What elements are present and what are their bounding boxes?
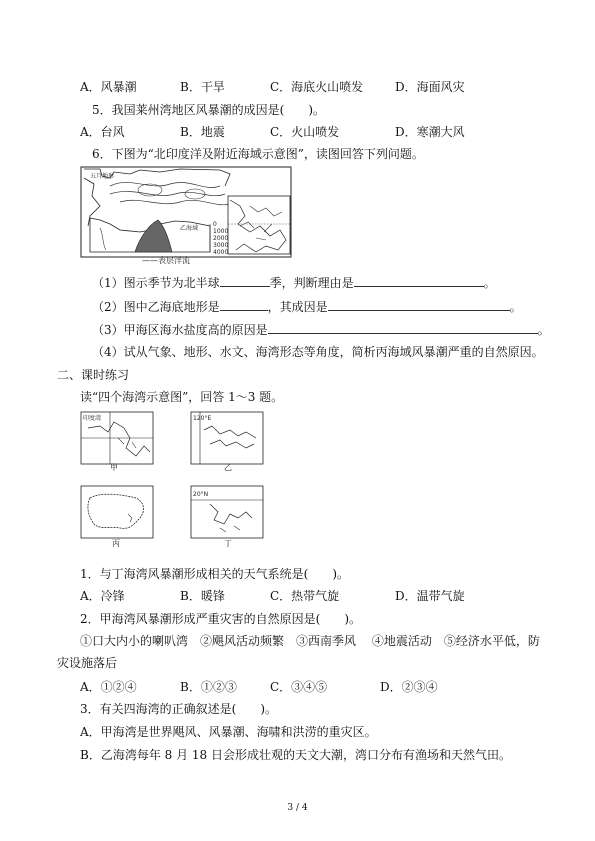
answer-blank-landform[interactable]: [220, 299, 268, 311]
depth-3000: 3000: [213, 242, 229, 249]
s2-q2-option-c: C．③④⑤: [270, 680, 328, 694]
answer-blank-cause[interactable]: [328, 299, 510, 311]
question-5-stem: 5．我国莱州湾地区风暴潮的成因是( )。: [92, 103, 325, 117]
bay-yi-label: 120°E: [193, 415, 212, 422]
q6-sub3-end: 。: [537, 323, 550, 337]
q5-option-d: D．寒潮大风: [395, 125, 465, 139]
s2-q2-option-a: A．①②④: [80, 680, 137, 694]
bay-jia-label: 印度湾: [83, 415, 102, 422]
depth-2000: 2000: [213, 235, 229, 242]
map-top-label: 五月地形: [90, 173, 115, 180]
q6-sub1: [92, 275, 496, 290]
bay-ding-caption: 丁: [224, 539, 232, 548]
answer-blank-season[interactable]: [220, 275, 270, 287]
option-c: C．海底火山喷发: [270, 80, 364, 94]
map-caption: ——表层洋流: [142, 256, 190, 265]
bay-jia-caption: 甲: [110, 463, 118, 472]
bay-ding-label: 20°N: [193, 491, 209, 498]
s2-question-2-stem: 2．甲海湾风暴潮形成严重灾害的自然原因是( )。: [80, 612, 362, 626]
section-2-title: 二、课时练习: [57, 368, 130, 382]
q5-option-c: C．火山喷发: [270, 125, 340, 139]
bay-map-ding: [190, 484, 265, 546]
s2-q1-option-d: D．温带气旋: [395, 589, 465, 603]
bay-yi-caption: 乙: [224, 463, 232, 472]
bay-map-yi: [190, 408, 265, 470]
s2-q2-choices-line1: ①口大内小的喇叭湾 ②飓风活动频繁 ③西南季风 ④地震活动 ⑤经济水平低，防: [80, 634, 540, 648]
seafloor-label: 乙海域: [180, 225, 199, 232]
q6-sub2-text-a: （2）图中乙海底地形是: [92, 300, 220, 314]
q6-sub1-text-b: 季，判断理由是: [269, 276, 354, 290]
s2-q2-option-d: D．②③④: [380, 680, 438, 694]
q6-sub2-text-b: ，其成因是: [267, 300, 328, 314]
depth-1000: 1000: [213, 228, 229, 235]
s2-question-1-stem: 1．与丁海湾风暴潮形成相关的天气系统是( )。: [80, 567, 349, 581]
option-d: D．海面风灾: [395, 80, 465, 94]
q5-option-a: A．台风: [80, 125, 125, 139]
q6-sub2-end: 。: [509, 300, 522, 314]
s2-q3-option-a: A．甲海湾是世界飓风、风暴潮、海啸和洪涝的重灾区。: [80, 725, 377, 739]
q6-sub3: [92, 322, 550, 337]
answer-blank-reason[interactable]: [354, 275, 484, 287]
option-a: A．风暴潮: [80, 80, 137, 94]
s2-q3-option-b: B．乙海湾每年 8 月 18 日会形成壮观的天文大潮，湾口分布有渔场和天然气田。: [80, 748, 511, 762]
q5-option-b: B．地震: [180, 125, 225, 139]
s2-q2-option-b: B．①②③: [180, 680, 237, 694]
bay-map-bing: [80, 484, 155, 546]
q6-sub1-end: 。: [483, 276, 496, 290]
s2-question-3-stem: 3．有关四海湾的正确叙述是( )。: [80, 702, 277, 716]
q6-sub1-text-a: （1）图示季节为北半球: [92, 276, 220, 290]
q6-sub2: [92, 299, 522, 314]
s2-q2-choices-line2: 灾设施落后: [57, 656, 118, 670]
s2-q1-option-b: B．暖锋: [180, 589, 225, 603]
north-indian-ocean-map: [80, 166, 292, 265]
depth-4000: 4000: [213, 249, 229, 256]
answer-blank-salinity[interactable]: [268, 322, 538, 334]
question-6-stem: 6．下图为“北印度洋及附近海域示意图”，读图回答下列问题。: [92, 147, 424, 161]
option-b: B．干旱: [180, 80, 225, 94]
page-number: 3 / 4: [287, 803, 308, 813]
s2-q1-option-c: C．热带气旋: [270, 589, 340, 603]
bay-map-jia: [80, 408, 155, 470]
section-2-intro: 读“四个海湾示意图”，回答 1～3 题。: [80, 390, 284, 404]
q6-sub3-text: （3）甲海区海水盐度高的原因是: [92, 323, 268, 337]
depth-0: 0: [213, 221, 217, 228]
bay-bing-caption: 丙: [112, 539, 120, 548]
s2-q1-option-a: A．冷锋: [80, 589, 125, 603]
q6-sub4: （4）试从气象、地形、水文、海湾形态等角度，简析丙海域风暴潮严重的自然原因。: [92, 345, 544, 359]
